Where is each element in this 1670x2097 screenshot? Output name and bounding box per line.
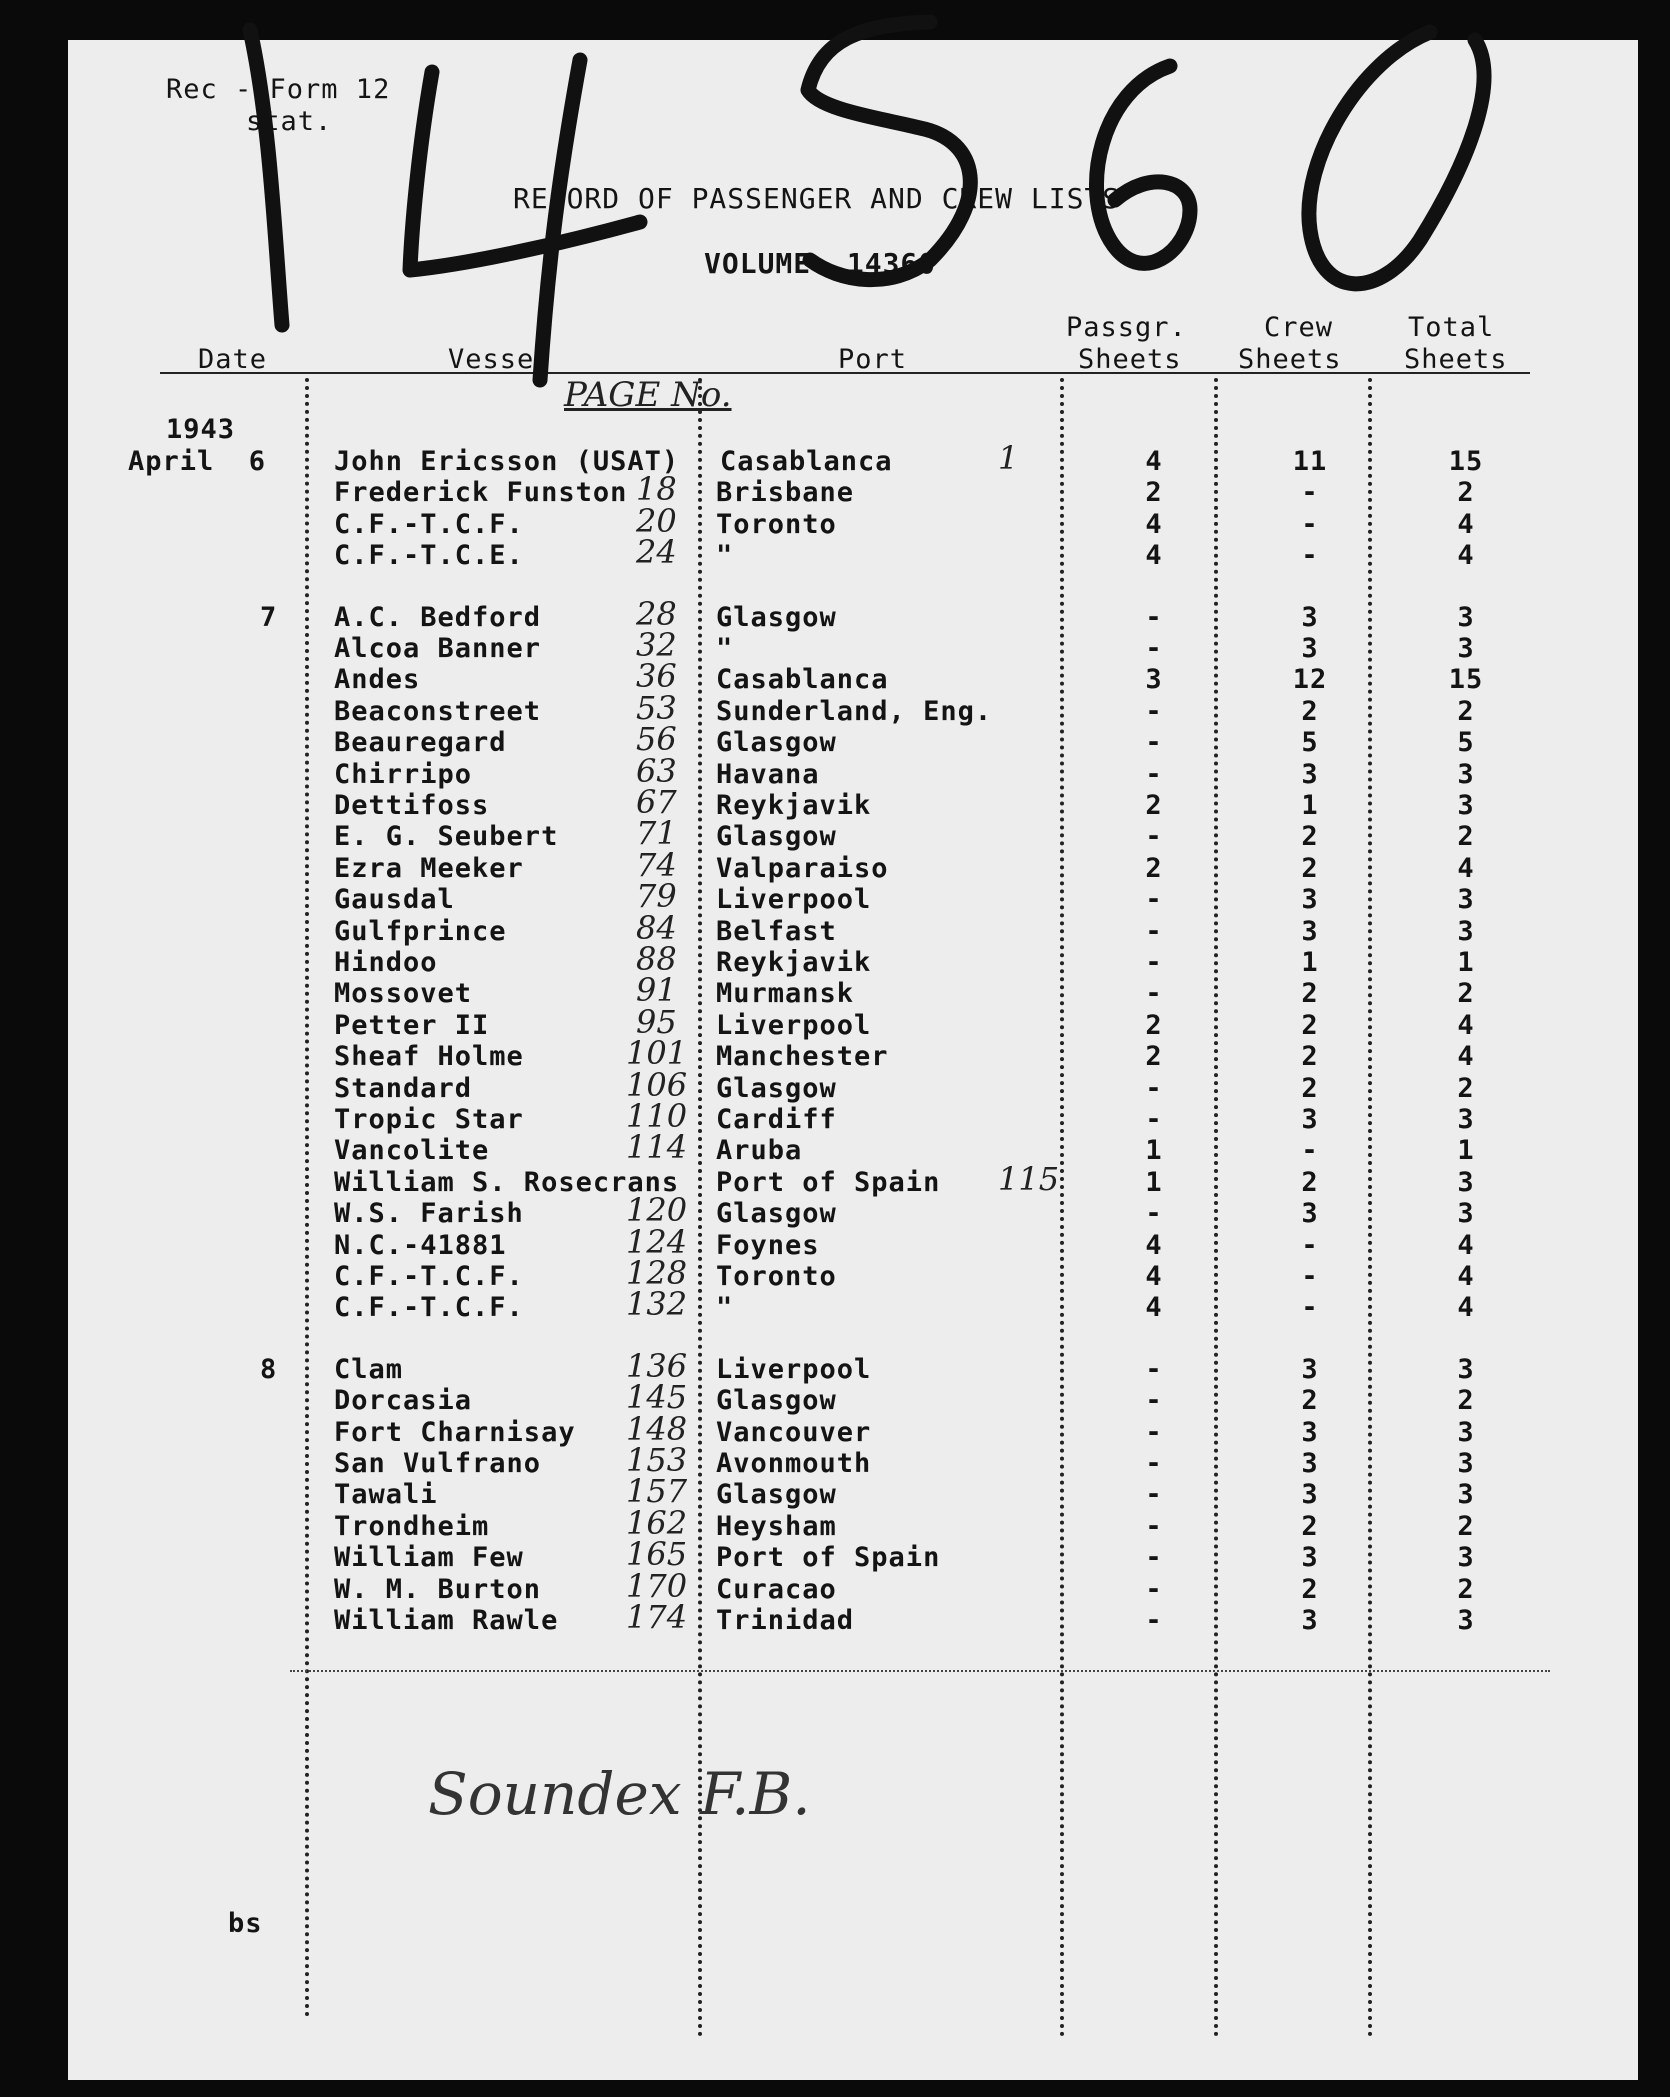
row-vessel: Gulfprince <box>334 915 507 947</box>
row-page-number: 128 <box>626 1254 688 1292</box>
row-port: Vancouver <box>716 1416 872 1448</box>
row-vessel: Tropic Star <box>334 1104 524 1135</box>
row-passgr-sheets: - <box>1145 1605 1163 1636</box>
row-crew-sheets: 1 <box>1301 790 1319 821</box>
row-page-number: 153 <box>626 1441 688 1479</box>
row-page-number: 88 <box>636 940 677 978</box>
header-vessel: Vessel <box>448 344 552 375</box>
row-page-number: 124 <box>626 1222 688 1261</box>
row-total-sheets: 3 <box>1457 758 1475 790</box>
row-passgr-sheets: - <box>1145 1104 1163 1135</box>
row-crew-sheets: 11 <box>1292 446 1328 477</box>
row-port: Glasgow <box>716 1385 837 1417</box>
row-vessel: Standard <box>334 1072 473 1104</box>
row-port: Foynes <box>716 1229 820 1261</box>
row-vessel: Tawali <box>334 1479 438 1511</box>
row-port: Toronto <box>716 508 837 540</box>
row-passgr-sheets: - <box>1145 695 1163 727</box>
row-crew-sheets: 3 <box>1301 915 1319 947</box>
row-vessel: Alcoa Banner <box>334 633 542 664</box>
row-crew-sheets: 1 <box>1301 947 1319 978</box>
row-crew-sheets: 3 <box>1301 1448 1319 1479</box>
row-vessel: Trondheim <box>334 1510 490 1542</box>
row-total-sheets: 3 <box>1457 790 1475 821</box>
row-total-sheets: 15 <box>1448 664 1484 696</box>
row-port: Glasgow <box>716 1479 837 1511</box>
row-page-number: 84 <box>636 908 677 947</box>
row-vessel: Sheaf Holme <box>334 1041 524 1073</box>
row-total-sheets: 2 <box>1457 1573 1475 1605</box>
row-crew-sheets: 2 <box>1301 978 1319 1010</box>
row-total-sheets: 3 <box>1457 1448 1475 1479</box>
row-passgr-sheets: 4 <box>1145 1261 1163 1292</box>
row-total-sheets: 3 <box>1457 1542 1475 1574</box>
row-page-number: 132 <box>626 1285 688 1324</box>
row-vessel: Dorcasia <box>334 1385 473 1417</box>
row-vessel: Frederick Funston <box>334 477 628 509</box>
row-vessel: William S. Rosecrans <box>334 1166 680 1198</box>
row-passgr-sheets: 4 <box>1145 540 1163 572</box>
row-passgr-sheets: - <box>1145 601 1163 633</box>
row-port: Glasgow <box>716 1198 837 1230</box>
row-total-sheets: 1 <box>1457 1135 1475 1167</box>
row-port: Belfast <box>716 915 837 947</box>
row-total-sheets: 3 <box>1457 1166 1475 1198</box>
row-port: Murmansk <box>716 978 855 1010</box>
row-crew-sheets: - <box>1301 508 1319 540</box>
row-passgr-sheets: 2 <box>1145 1041 1163 1073</box>
row-vessel: N.C.-41881 <box>334 1229 507 1261</box>
row-vessel: San Vulfrano <box>334 1448 542 1479</box>
row-port: Reykjavik <box>716 790 872 821</box>
row-total-sheets: 4 <box>1457 1229 1475 1261</box>
row-total-sheets: 3 <box>1457 601 1475 633</box>
year-label: 1943 <box>166 414 236 445</box>
row-port: Glasgow <box>716 601 837 633</box>
row-crew-sheets: - <box>1301 477 1319 509</box>
row-page-number: 157 <box>626 1472 688 1511</box>
row-passgr-sheets: 4 <box>1145 1292 1163 1324</box>
row-passgr-sheets: - <box>1145 633 1163 664</box>
row-total-sheets: 3 <box>1457 1353 1475 1385</box>
row-total-sheets: 4 <box>1457 1261 1475 1292</box>
row-total-sheets: 3 <box>1457 1479 1475 1511</box>
row-port: Toronto <box>716 1261 837 1292</box>
row-total-sheets: 2 <box>1457 1510 1475 1542</box>
header-crew-line1: Crew <box>1264 312 1334 343</box>
row-vessel: John Ericsson (USAT) <box>334 446 680 477</box>
row-page-number: 115 <box>998 1159 1060 1198</box>
row-total-sheets: 2 <box>1457 1385 1475 1417</box>
row-total-sheets: 4 <box>1457 540 1475 572</box>
row-vessel: W. M. Burton <box>334 1573 542 1605</box>
row-port: Cardiff <box>716 1104 837 1135</box>
row-page-number: 106 <box>626 1065 688 1104</box>
header-date: Date <box>198 344 268 375</box>
header-port: Port <box>838 344 908 375</box>
row-total-sheets: 3 <box>1457 633 1475 664</box>
row-passgr-sheets: 2 <box>1145 1009 1163 1041</box>
row-port: Port of Spain <box>716 1166 941 1198</box>
row-date: 8 <box>260 1353 278 1385</box>
row-crew-sheets: - <box>1301 1229 1319 1261</box>
row-page-number: 148 <box>626 1409 688 1448</box>
row-passgr-sheets: - <box>1145 1385 1163 1417</box>
row-passgr-sheets: - <box>1145 727 1163 759</box>
row-passgr-sheets: - <box>1145 821 1163 853</box>
row-page-number: 165 <box>626 1535 688 1574</box>
row-page-number: 1 <box>998 439 1019 477</box>
row-passgr-sheets: 3 <box>1145 664 1163 696</box>
row-port: Glasgow <box>716 1072 837 1104</box>
row-crew-sheets: 2 <box>1301 695 1319 727</box>
row-vessel: Fort Charnisay <box>334 1416 576 1448</box>
row-crew-sheets: 5 <box>1301 727 1319 759</box>
row-vessel: Ezra Meeker <box>334 852 524 884</box>
row-vessel: Mossovet <box>334 978 473 1010</box>
row-page-number: 53 <box>636 688 677 727</box>
row-page-number: 36 <box>636 657 677 696</box>
row-total-sheets: 3 <box>1457 915 1475 947</box>
row-total-sheets: 4 <box>1457 508 1475 540</box>
row-passgr-sheets: 1 <box>1145 1135 1163 1167</box>
row-passgr-sheets: - <box>1145 884 1163 916</box>
row-page-number: 120 <box>626 1191 688 1230</box>
row-vessel: A.C. Bedford <box>334 601 542 633</box>
row-passgr-sheets: - <box>1145 1479 1163 1511</box>
row-page-number: 24 <box>636 533 677 572</box>
row-port: Port of Spain <box>716 1542 941 1574</box>
row-passgr-sheets: 2 <box>1145 790 1163 821</box>
row-page-number: 74 <box>636 845 677 884</box>
row-port: Heysham <box>716 1510 837 1542</box>
row-crew-sheets: 2 <box>1301 1072 1319 1104</box>
row-page-number: 136 <box>626 1346 688 1385</box>
row-vessel: C.F.-T.C.F. <box>334 1261 524 1292</box>
row-page-number: 145 <box>626 1378 688 1417</box>
row-passgr-sheets: - <box>1145 758 1163 790</box>
row-page-number: 71 <box>636 814 677 853</box>
row-page-number: 18 <box>636 470 677 509</box>
row-port: " <box>716 540 734 572</box>
row-total-sheets: 15 <box>1448 446 1484 477</box>
row-crew-sheets: 2 <box>1301 1009 1319 1041</box>
row-page-number: 162 <box>626 1503 688 1542</box>
row-total-sheets: 3 <box>1457 884 1475 916</box>
row-page-number: 91 <box>636 971 677 1010</box>
row-port: Casablanca <box>720 446 893 477</box>
row-passgr-sheets: 4 <box>1145 508 1163 540</box>
row-port: Aruba <box>716 1135 803 1167</box>
row-date: April 6 <box>128 446 267 477</box>
row-port: Liverpool <box>716 1353 872 1385</box>
header-passgr-line1: Passgr. <box>1066 312 1187 343</box>
row-total-sheets: 4 <box>1457 1041 1475 1073</box>
row-crew-sheets: 2 <box>1301 1166 1319 1198</box>
row-crew-sheets: 3 <box>1301 1353 1319 1385</box>
row-total-sheets: 3 <box>1457 1605 1475 1636</box>
row-port: Reykjavik <box>716 947 872 978</box>
row-total-sheets: 3 <box>1457 1104 1475 1135</box>
row-crew-sheets: 2 <box>1301 821 1319 853</box>
row-crew-sheets: 3 <box>1301 1198 1319 1230</box>
row-crew-sheets: 2 <box>1301 1510 1319 1542</box>
row-total-sheets: 5 <box>1457 727 1475 759</box>
header-total-line2: Sheets <box>1404 344 1508 375</box>
row-crew-sheets: 3 <box>1301 758 1319 790</box>
row-port: Brisbane <box>716 477 855 509</box>
row-vessel: Beauregard <box>334 727 507 759</box>
row-page-number: 79 <box>636 877 677 916</box>
row-crew-sheets: 2 <box>1301 1385 1319 1417</box>
row-page-number: 20 <box>636 501 677 540</box>
header-crew-line2: Sheets <box>1238 344 1342 375</box>
row-vessel: Clam <box>334 1353 404 1385</box>
row-total-sheets: 2 <box>1457 821 1475 853</box>
row-date: 7 <box>260 601 278 633</box>
row-port: Liverpool <box>716 884 872 916</box>
row-passgr-sheets: - <box>1145 947 1163 978</box>
row-passgr-sheets: 2 <box>1145 852 1163 884</box>
row-passgr-sheets: - <box>1145 1448 1163 1479</box>
row-crew-sheets: 3 <box>1301 1416 1319 1448</box>
row-page-number: 101 <box>626 1034 688 1073</box>
row-vessel: William Rawle <box>334 1605 559 1636</box>
row-passgr-sheets: 4 <box>1145 446 1163 477</box>
row-crew-sheets: 3 <box>1301 1104 1319 1135</box>
header-total-line1: Total <box>1408 312 1495 343</box>
row-port: Glasgow <box>716 727 837 759</box>
row-passgr-sheets: - <box>1145 1198 1163 1230</box>
form-label: Rec - Form 12 <box>166 74 391 105</box>
row-page-number: 114 <box>626 1128 688 1167</box>
row-page-number: 67 <box>636 783 677 821</box>
row-crew-sheets: 3 <box>1301 884 1319 916</box>
row-passgr-sheets: - <box>1145 1353 1163 1385</box>
row-page-number: 110 <box>626 1097 688 1135</box>
row-vessel: Beaconstreet <box>334 695 542 727</box>
row-passgr-sheets: 2 <box>1145 477 1163 509</box>
row-page-number: 174 <box>626 1598 688 1636</box>
row-crew-sheets: 2 <box>1301 1041 1319 1073</box>
document-title: RECORD OF PASSENGER AND CREW LISTS <box>513 182 1121 215</box>
row-passgr-sheets: - <box>1145 978 1163 1010</box>
row-total-sheets: 3 <box>1457 1416 1475 1448</box>
row-vessel: W.S. Farish <box>334 1198 524 1230</box>
row-passgr-sheets: - <box>1145 1542 1163 1574</box>
row-port: Casablanca <box>716 664 889 696</box>
row-passgr-sheets: 1 <box>1145 1166 1163 1198</box>
row-port: Curacao <box>716 1573 837 1605</box>
row-vessel: Hindoo <box>334 947 438 978</box>
row-vessel: Vancolite <box>334 1135 490 1167</box>
row-crew-sheets: 3 <box>1301 1605 1319 1636</box>
row-total-sheets: 4 <box>1457 852 1475 884</box>
row-crew-sheets: 2 <box>1301 1573 1319 1605</box>
row-passgr-sheets: - <box>1145 1510 1163 1542</box>
row-vessel: William Few <box>334 1542 524 1574</box>
row-crew-sheets: 3 <box>1301 601 1319 633</box>
row-crew-sheets: - <box>1301 540 1319 572</box>
row-port: Glasgow <box>716 821 837 853</box>
header-passgr-line2: Sheets <box>1078 344 1182 375</box>
row-total-sheets: 2 <box>1457 1072 1475 1104</box>
row-port: Trinidad <box>716 1605 855 1636</box>
row-passgr-sheets: - <box>1145 1072 1163 1104</box>
row-passgr-sheets: 4 <box>1145 1229 1163 1261</box>
row-page-number: 56 <box>636 720 677 759</box>
row-vessel: Petter II <box>334 1009 490 1041</box>
row-total-sheets: 4 <box>1457 1292 1475 1324</box>
row-vessel: Dettifoss <box>334 790 490 821</box>
row-port: Havana <box>716 758 820 790</box>
row-vessel: E. G. Seubert <box>334 821 559 853</box>
row-total-sheets: 2 <box>1457 477 1475 509</box>
row-crew-sheets: - <box>1301 1292 1319 1324</box>
row-total-sheets: 2 <box>1457 978 1475 1010</box>
form-label-stat: stat. <box>246 106 333 137</box>
row-crew-sheets: 2 <box>1301 852 1319 884</box>
row-total-sheets: 2 <box>1457 695 1475 727</box>
row-total-sheets: 4 <box>1457 1009 1475 1041</box>
row-vessel: C.F.-T.C.E. <box>334 540 524 572</box>
row-vessel: C.F.-T.C.F. <box>334 1292 524 1324</box>
row-vessel: C.F.-T.C.F. <box>334 508 524 540</box>
row-passgr-sheets: - <box>1145 915 1163 947</box>
row-total-sheets: 1 <box>1457 947 1475 978</box>
row-vessel: Gausdal <box>334 884 455 916</box>
row-port: Valparaiso <box>716 852 889 884</box>
row-port: Sunderland, Eng. <box>716 695 993 727</box>
row-port: Avonmouth <box>716 1448 872 1479</box>
clerk-initials: bs <box>228 1908 263 1939</box>
row-crew-sheets: 3 <box>1301 1479 1319 1511</box>
row-crew-sheets: - <box>1301 1135 1319 1167</box>
row-port: " <box>716 1292 734 1324</box>
row-port: Manchester <box>716 1041 889 1073</box>
row-port: " <box>716 633 734 664</box>
row-vessel: Chirripo <box>334 758 473 790</box>
row-page-number: 95 <box>636 1002 677 1041</box>
row-passgr-sheets: - <box>1145 1416 1163 1448</box>
row-crew-sheets: 3 <box>1301 1542 1319 1574</box>
row-page-number: 32 <box>636 626 677 664</box>
row-port: Liverpool <box>716 1009 872 1041</box>
page-no-header: PAGE No. <box>564 375 732 415</box>
row-page-number: 63 <box>636 751 677 790</box>
volume-label: VOLUME 14360 <box>704 247 937 280</box>
soundex-signature: Soundex F.B. <box>428 1760 811 1828</box>
row-crew-sheets: 3 <box>1301 633 1319 664</box>
row-page-number: 170 <box>626 1566 688 1605</box>
row-page-number: 28 <box>636 594 677 633</box>
row-total-sheets: 3 <box>1457 1198 1475 1230</box>
row-crew-sheets: - <box>1301 1261 1319 1292</box>
row-passgr-sheets: - <box>1145 1573 1163 1605</box>
row-crew-sheets: 12 <box>1292 664 1328 696</box>
row-vessel: Andes <box>334 664 421 696</box>
